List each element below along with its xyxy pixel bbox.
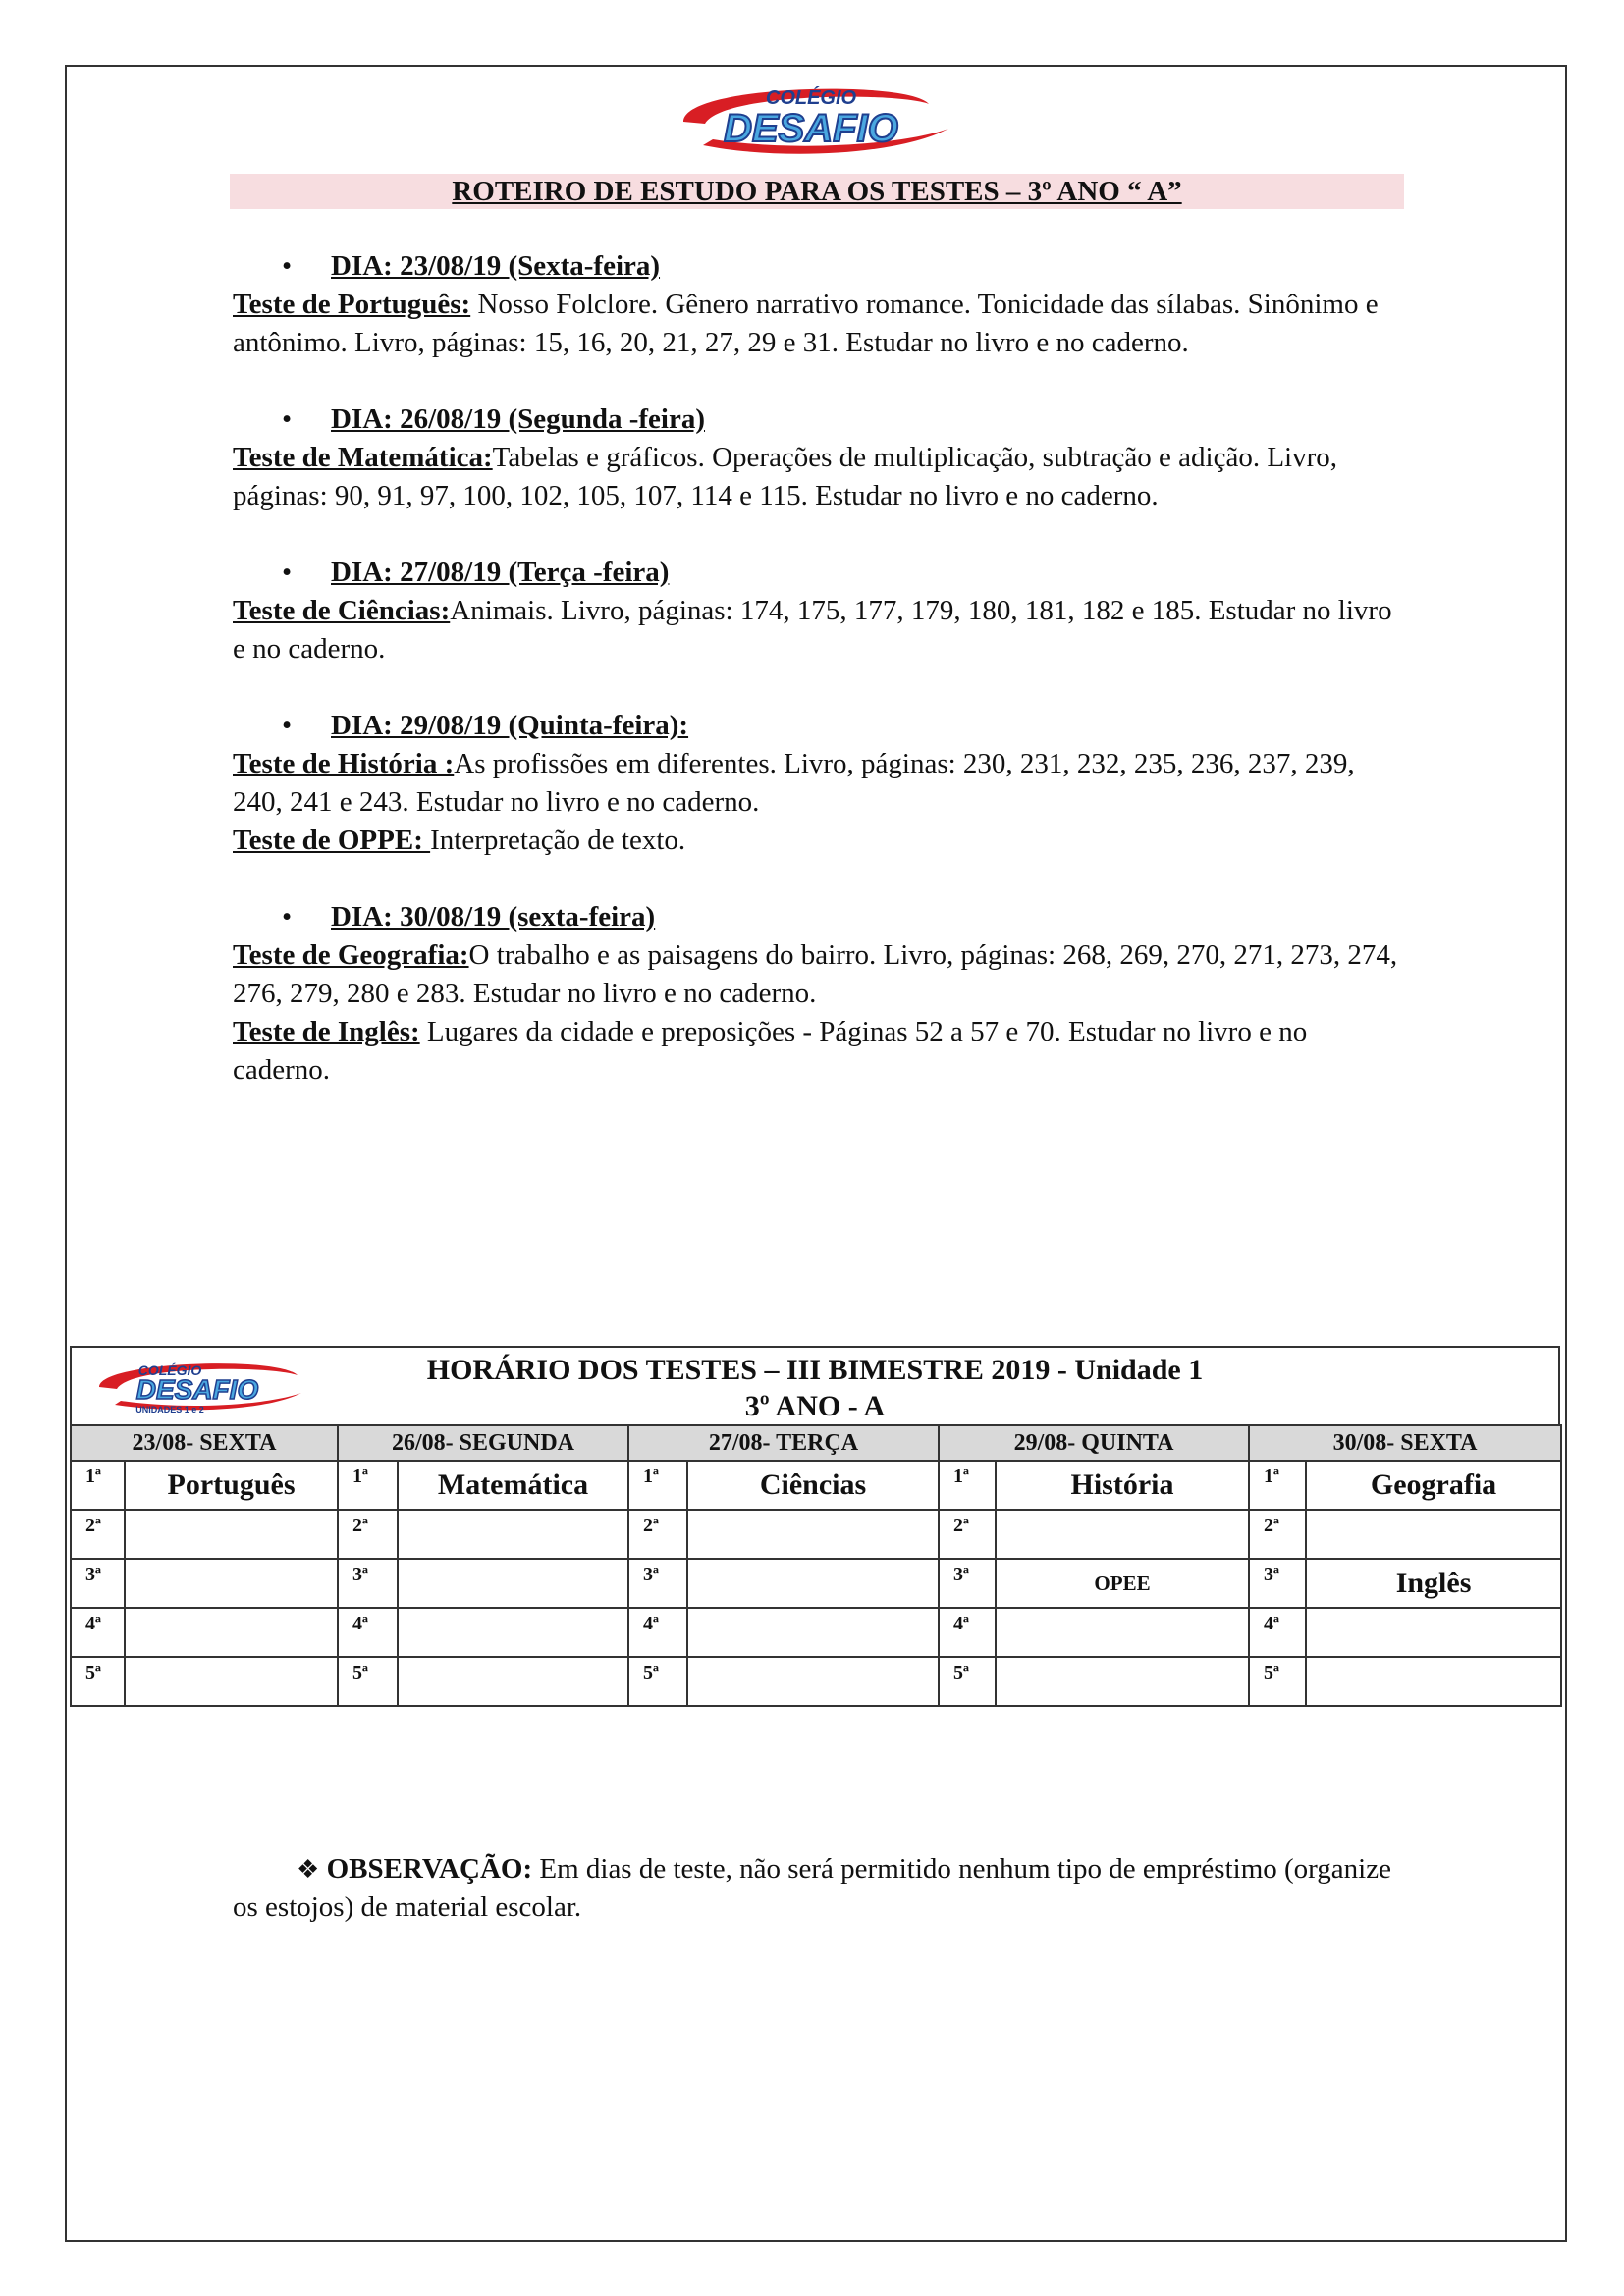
subject-entry [233,822,1411,860]
schedule-cell [1306,1657,1561,1706]
schedule-cell [687,1510,939,1559]
test-schedule [70,1346,1560,1707]
column-header: 23/08- SEXTA [71,1425,338,1461]
period-number: 2ª [628,1510,687,1559]
period-number: 1ª [1249,1461,1306,1510]
schedule-cell [398,1608,628,1657]
period-number: 4ª [1249,1608,1306,1657]
subject-label: Teste de OPPE: [233,825,431,856]
period-number: 1ª [939,1461,996,1510]
schedule-cell [125,1657,338,1706]
subject-label: Teste de Português: [233,289,471,320]
period-number: 5ª [1249,1657,1306,1706]
subject-entry [233,286,1411,362]
period-number: 3ª [71,1559,125,1608]
observation [233,1850,1411,1927]
day-heading: • DIA: 23/08/19 (Sexta-feira) [233,247,1411,286]
svg-text:UNIDADES 1 e 2: UNIDADES 1 e 2 [135,1405,204,1415]
schedule-cell [398,1559,628,1608]
schedule-row [71,1461,1561,1510]
schedule-title-line2: 3º ANO - A [744,1390,886,1422]
schedule-cell [996,1657,1249,1706]
page-title: ROTEIRO DE ESTUDO PARA OS TESTES – 3º ANO “ A” [230,174,1404,209]
day-block [233,247,1411,362]
schedule-cell [1306,1608,1561,1657]
bullet-icon: • [282,901,293,933]
observation-label: OBSERVAÇÃO: [326,1853,533,1885]
day-block [233,707,1411,860]
schedule-row [71,1510,1561,1559]
schedule-cell [398,1657,628,1706]
schedule-cell: OPEE [996,1559,1249,1608]
period-number: 2ª [1249,1510,1306,1559]
subject-label: Teste de História : [233,748,455,779]
column-header: 30/08- SEXTA [1249,1425,1561,1461]
bullet-icon: • [282,403,293,435]
svg-text:DESAFIO: DESAFIO [724,107,898,150]
schedule-row [71,1559,1561,1608]
subject-entry [233,1013,1411,1090]
period-number: 3ª [1249,1559,1306,1608]
subject-text: Tabelas e gráficos. Operações de multiplicação, subtração e adição. Livro, páginas: 90, 91, 97, 100, 102, 105, 107, 114 e 115. Estudar no livro e no caderno. [233,442,1338,511]
schedule-cell [1306,1510,1561,1559]
schedule-cell: Matemática [398,1461,628,1510]
day-block [233,400,1411,515]
bullet-icon: • [282,557,293,588]
schedule-cell: Inglês [1306,1559,1561,1608]
subject-entry [233,936,1411,1013]
period-number: 4ª [628,1608,687,1657]
schedule-title [72,1352,1558,1424]
subject-text: Lugares da cidade e preposições - Páginas 52 a 57 e 70. Estudar no livro e no caderno. [233,1016,1308,1086]
column-header: 29/08- QUINTA [939,1425,1249,1461]
column-header: 26/08- SEGUNDA [338,1425,628,1461]
schedule-table [70,1424,1562,1707]
subject-entry [233,592,1411,668]
period-number: 3ª [338,1559,398,1608]
period-number: 2ª [338,1510,398,1559]
period-number: 4ª [71,1608,125,1657]
period-number: 1ª [338,1461,398,1510]
schedule-cell: Ciências [687,1461,939,1510]
schedule-header-row [71,1425,1561,1461]
period-number: 5ª [939,1657,996,1706]
subject-label: Teste de Ciências: [233,595,451,626]
period-number: 3ª [628,1559,687,1608]
bullet-icon: • [282,250,293,282]
day-block [233,554,1411,668]
subject-entry [233,439,1411,515]
schedule-cell [125,1559,338,1608]
period-number: 1ª [628,1461,687,1510]
school-logo [664,75,958,163]
bullet-icon: • [282,710,293,741]
subject-text: O trabalho e as paisagens do bairro. Livro, páginas: 268, 269, 270, 271, 273, 274, 276, 279, 280 e 283. Estudar no livro e no caderno. [233,939,1398,1009]
period-number: 1ª [71,1461,125,1510]
subject-label: Teste de Matemática: [233,442,493,473]
schedule-cell [687,1608,939,1657]
schedule-cell [398,1510,628,1559]
column-header: 27/08- TERÇA [628,1425,939,1461]
study-guide [233,247,1411,1128]
subject-entry [233,745,1411,822]
schedule-cell [125,1510,338,1559]
period-number: 5ª [338,1657,398,1706]
period-number: 4ª [939,1608,996,1657]
schedule-title-line1: HORÁRIO DOS TESTES – III BIMESTRE 2019 - Unidade 1 [426,1354,1204,1386]
schedule-cell: História [996,1461,1249,1510]
subject-text: Nosso Folclore. Gênero narrativo romance. Tonicidade das sílabas. Sinônimo e antônimo. Livro, páginas: 15, 16, 20, 21, 27, 29 e 31. Estudar no livro e no caderno. [233,289,1379,358]
period-number: 4ª [338,1608,398,1657]
svg-text:COLÉGIO: COLÉGIO [137,1362,202,1378]
subject-text: As profissões em diferentes. Livro, páginas: 230, 231, 232, 235, 236, 237, 239, 240, 241 e 243. Estudar no livro e no caderno. [233,748,1355,818]
period-number: 2ª [71,1510,125,1559]
day-heading: • DIA: 30/08/19 (sexta-feira) [233,898,1411,936]
schedule-cell [687,1559,939,1608]
schedule-cell [687,1657,939,1706]
day-heading: • DIA: 29/08/19 (Quinta-feira): [233,707,1411,745]
schedule-cell [996,1608,1249,1657]
period-number: 5ª [628,1657,687,1706]
day-block [233,898,1411,1090]
observation-text: Em dias de teste, não será permitido nenhum tipo de empréstimo (organize os estojos) de material escolar. [233,1853,1391,1923]
schedule-cell [996,1510,1249,1559]
schedule-header [70,1346,1560,1424]
svg-text:COLÉGIO: COLÉGIO [765,87,857,109]
diamond-icon: ❖ [297,1855,320,1884]
schedule-cell: Português [125,1461,338,1510]
subject-label: Teste de Geografia: [233,939,469,971]
day-heading: • DIA: 26/08/19 (Segunda -feira) [233,400,1411,439]
subject-text: Animais. Livro, páginas: 174, 175, 177, 179, 180, 181, 182 e 185. Estudar no livro e no caderno. [233,595,1392,665]
day-heading: • DIA: 27/08/19 (Terça -feira) [233,554,1411,592]
svg-text:DESAFIO: DESAFIO [135,1374,259,1405]
subject-label: Teste de Inglês: [233,1016,420,1047]
schedule-cell: Geografia [1306,1461,1561,1510]
schedule-cell [125,1608,338,1657]
period-number: 5ª [71,1657,125,1706]
period-number: 3ª [939,1559,996,1608]
period-number: 2ª [939,1510,996,1559]
schedule-row [71,1657,1561,1706]
subject-text: Interpretação de texto. [430,825,686,856]
schedule-row [71,1608,1561,1657]
